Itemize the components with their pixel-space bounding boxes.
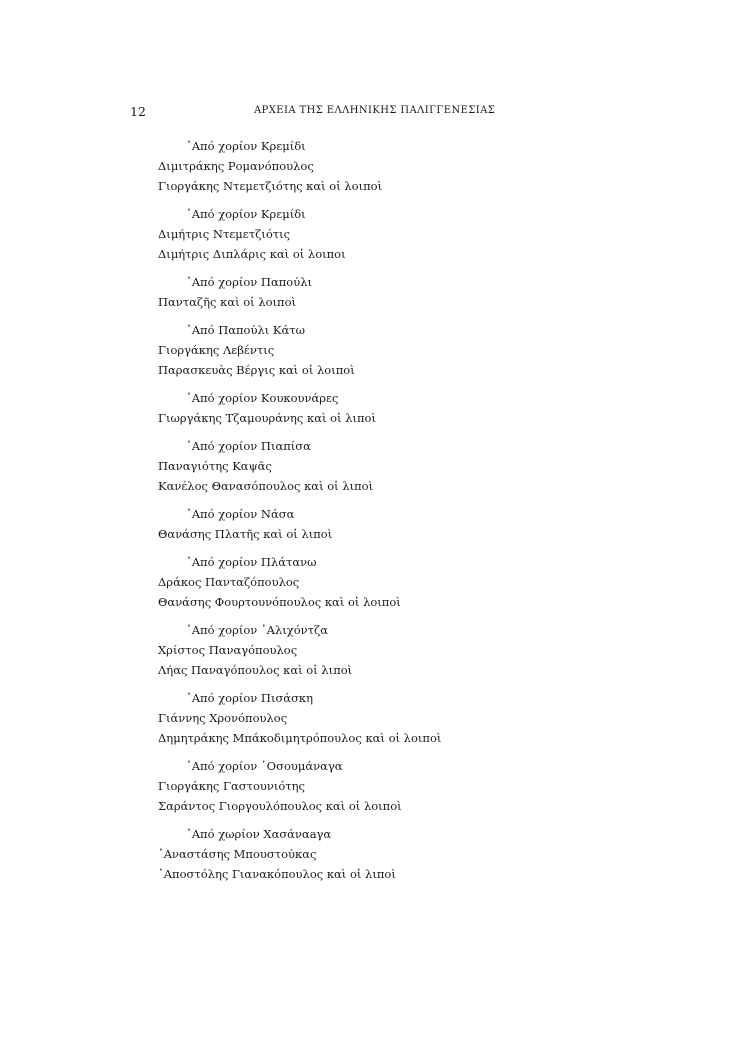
name-line: Διμήτρις Ντεμετζιότις (158, 227, 291, 241)
page-body (158, 139, 598, 895)
village-section (158, 323, 598, 377)
village-heading: ᾿Από Παπούλι Κάτω (186, 323, 306, 337)
village-heading: ᾿Από χορίον Πισάσκη (186, 691, 314, 705)
village-section (158, 439, 598, 493)
name-line: Χρίστος Παναγόπουλος (158, 643, 298, 657)
name-line: Γιοργάκης Ντεμετζιότης καὶ οἱ λοιποὶ (158, 179, 383, 193)
name-line: Παναγιότης Καψᾶς (158, 459, 272, 473)
name-line: Πανταζῆς καὶ οἱ λοιποὶ (158, 295, 297, 309)
name-line: Σαράντος Γιοργουλόπουλος καὶ οἱ λοιποὶ (158, 799, 402, 813)
village-section (158, 391, 598, 425)
village-heading: ᾿Από χορίον Κουκουνάρες (186, 391, 339, 405)
page-header (130, 104, 520, 120)
village-section (158, 139, 598, 193)
page-number: 12 (130, 104, 146, 119)
village-section (158, 691, 598, 745)
name-line: Γιοργάκης Λεβέντις (158, 343, 275, 357)
name-line: Γιοργάκης Γαστουνιότης (158, 779, 305, 793)
name-line: Δράκος Πανταζόπουλος (158, 575, 300, 589)
village-heading: ᾿Από χορίον Παπούλι (186, 275, 312, 289)
name-line: Θανάσης Πλατῆς καὶ οἱ λιποὶ (158, 527, 333, 541)
name-line: Θανάσης Φουρτουνόπουλος καὶ οἱ λοιποὶ (158, 595, 401, 609)
name-line: Διμιτράκης Ρομανόπουλος (158, 159, 314, 173)
village-section (158, 759, 598, 813)
village-section (158, 555, 598, 609)
village-heading: ᾿Από χορίον Πιαπίσα (186, 439, 311, 453)
village-section (158, 507, 598, 541)
name-line: Παρασκευὰς Βέργις καὶ οἱ λοιποὶ (158, 363, 355, 377)
name-line: ᾿Αναστάσης Μπουστούκας (158, 847, 317, 861)
name-line: ᾿Αποστόλης Γιανακόπουλος καὶ οἱ λιποὶ (158, 867, 396, 881)
village-heading: ᾿Από χορίον Νάσα (186, 507, 295, 521)
village-section (158, 207, 598, 261)
village-heading: ᾿Από χορίον Κρεμίδι (186, 207, 306, 221)
village-heading: ᾿Από χορίον ῾Οσουμάναγα (186, 759, 343, 773)
name-line: Κανέλος Θανασόπουλος καὶ οἱ λιποὶ (158, 479, 374, 493)
name-line: Γιάννης Χρονόπουλος (158, 711, 288, 725)
running-title: ΑΡΧΕΙΑ ΤΗΣ ΕΛΛΗΝΙΚΗΣ ΠΑΛΙΓΓΕΝΕΣΙΑΣ (254, 105, 496, 116)
village-heading: ᾿Από χορίον ᾿Αλιχόντζα (186, 623, 329, 637)
village-heading: ᾿Από χωρίον Χασάναaγα (186, 827, 332, 841)
name-line: Γιωργάκης Τζαμουράνης καὶ οἱ λιποὶ (158, 411, 376, 425)
village-heading: ᾿Από χορίον Πλάτανω (186, 555, 317, 569)
name-line: Δημητράκης Μπάκοδιμητρόπουλος καὶ οἱ λοιποὶ (158, 731, 442, 745)
name-line: Διμήτρις Διπλάρις καὶ οἱ λοιποι (158, 247, 346, 261)
village-section (158, 827, 598, 881)
name-line: Λήας Παναγόπουλος καὶ οἱ λιποὶ (158, 663, 353, 677)
village-heading: ᾿Από χορίον Κρεμίδι (186, 139, 306, 153)
village-section (158, 623, 598, 677)
village-section (158, 275, 598, 309)
